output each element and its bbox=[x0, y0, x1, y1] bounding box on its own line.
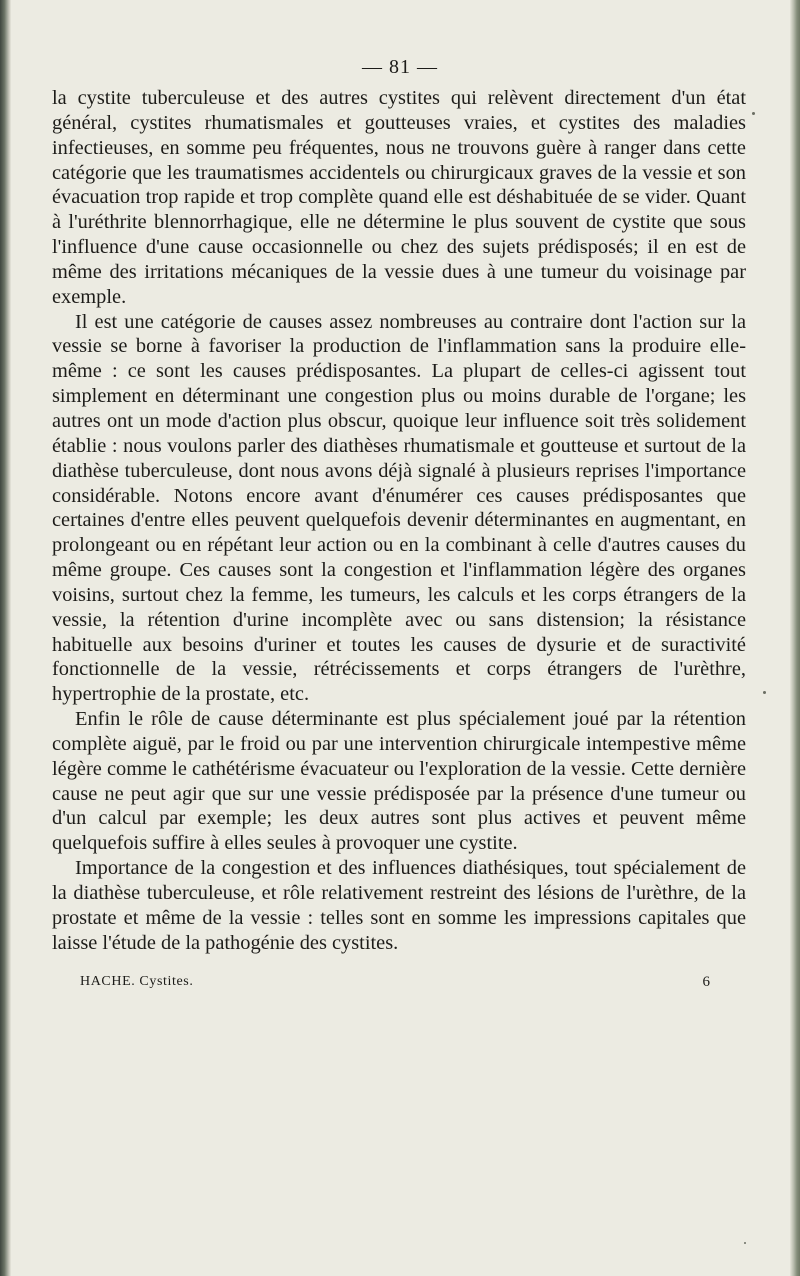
page-binding-shadow bbox=[0, 0, 11, 1276]
paragraph-3: Enfin le rôle de cause déterminante est plus spécialement joué par la rétention complète aiguë, par le froid ou par une intervention chirurgicale intempestive même légère comme le cathétérisme évacuateur ou l'exploration de la vessie. Cette dernière cause ne peut agir que sur une vessie prédisposée par la présence d'une tumeur ou d'un calcul par exemple; les deux autres sont plus actives et peuvent même quelquefois suffire à elles seules à provoquer une cystite. bbox=[52, 708, 746, 855]
footer-signature: HACHE. Cystites. bbox=[80, 974, 194, 989]
paper-speck bbox=[744, 1242, 746, 1244]
footer-sheet-number: 6 bbox=[702, 974, 710, 990]
paragraph-2: Il est une catégorie de causes assez nombreuses au contraire dont l'action sur la vessie se borne à favoriser la production de l'inflammation sans la produire elle-même : ce sont les causes prédisposantes. La plupart de celles-ci agissent tout simplement en déterminant une congestion plus ou moins durable de l'organe; les autres ont un mode d'action plus obscur, quoique leur influence soit très solidement établie : nous voulons parler des diathèses rhumatismale et goutteuse et surtout de la diathèse tuberculeuse, dont nous avons déjà signalé à plusieurs reprises l'importance considérable. Notons encore avant d'énumérer ces causes prédisposantes que certaines d'entre elles peuvent quelquefois devenir déterminantes en augmentant, en prolongeant ou en répétant leur action ou en la combinant à celle d'autres causes du même groupe. Ces causes sont la congestion et l'inflammation légère des organes voisins, surtout chez la femme, les tumeurs, les calculs et les corps étrangers de la vessie, la rétention d'urine incomplète avec ou sans distension; la résistance habituelle aux besoins d'uriner et toutes les causes de dysurie et de suractivité fonctionnelle de la vessie, rétrécissements et corps étrangers de l'urèthre, hypertrophie de la prostate, etc. bbox=[52, 310, 746, 706]
page-body bbox=[52, 86, 746, 956]
paragraph-1: la cystite tuberculeuse et des autres cystites qui relèvent directement d'un état général, cystites rhumatismales et goutteuses vraies, et cystites des maladies infectieuses, en somme peu fréquentes, nous ne trouvons guère à ranger dans cette catégorie que les traumatismes accidentels ou chirurgicaux graves de la vessie et son évacuation trop rapide et trop complète quand elle est déshabituée de se vider. Quant à l'uréthrite blennorrhagique, elle ne détermine le plus souvent de cystite que sous l'influence d'une cause occasionnelle ou chez des sujets prédisposés; il en est de même des irritations mécaniques de la vessie dues à une tumeur du voisinage par exemple. bbox=[52, 87, 746, 308]
page-number: — 81 — bbox=[362, 56, 438, 78]
page-edge-shadow bbox=[790, 0, 800, 1276]
paper-speck bbox=[763, 691, 766, 694]
paragraph-4: Importance de la congestion et des influences diathésiques, tout spécialement de la diathèse tuberculeuse, et rôle relativement restreint des lésions de l'urèthre, de la prostate et même de la vessie : telles sont en somme les impressions capitales que laisse l'étude de la pathogénie des cystites. bbox=[52, 857, 746, 954]
page-footer bbox=[80, 974, 710, 998]
paper-speck bbox=[752, 112, 755, 115]
